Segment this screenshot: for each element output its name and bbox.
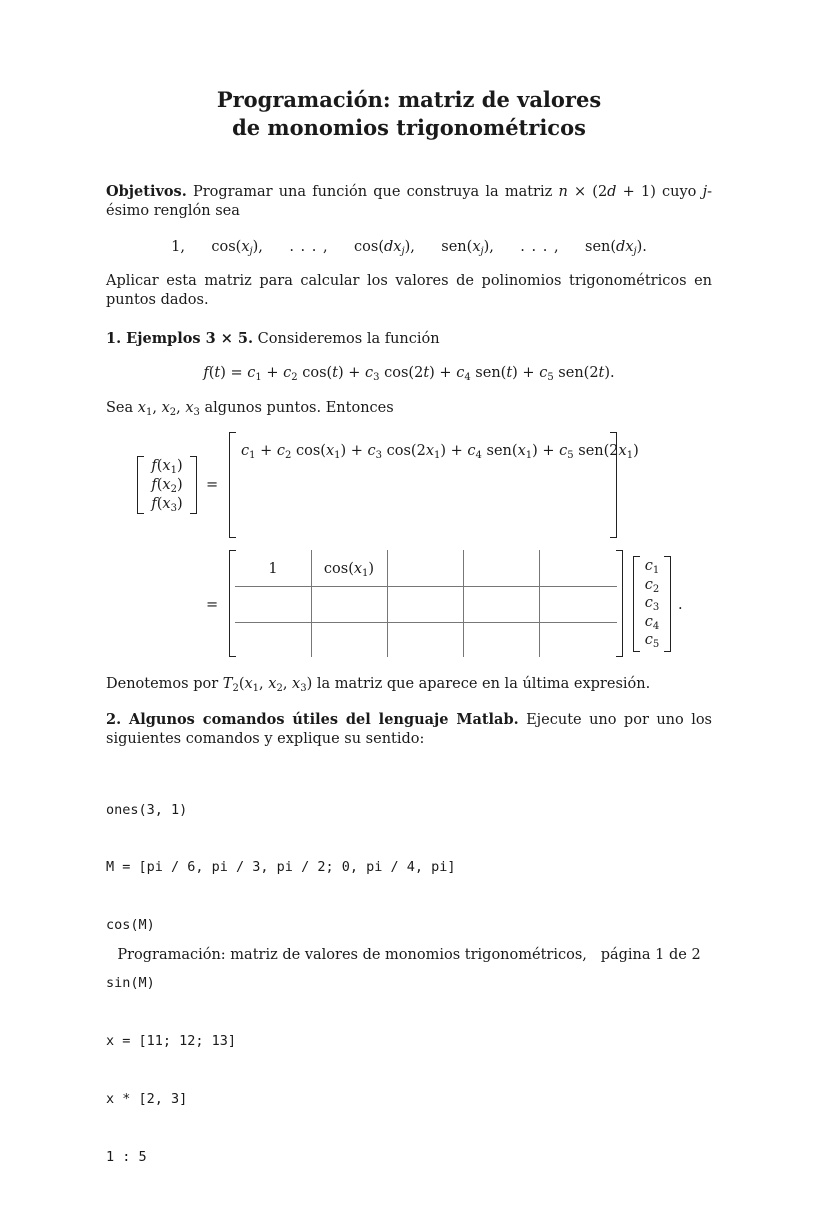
code-line: cos(M) <box>106 917 155 934</box>
footer-page-number: página 1 de 2 <box>600 947 701 963</box>
page-footer <box>106 946 712 965</box>
cell-1-1: 1 <box>268 561 278 577</box>
apply-paragraph: Aplicar esta matriz para calcular los valores de polinomios trigonométricos en puntos dados. <box>106 273 712 308</box>
equals-sign-2: = <box>206 597 219 613</box>
equation-period: . <box>678 597 683 613</box>
denote-paragraph: Denotemos por $T_2(x_1$, $x_2$, $x_3$) la matriz que aparece en la última expresión. <box>106 676 651 694</box>
section-1-heading: 1. Ejemplos 3 × 5. Consideremos la función <box>106 330 440 347</box>
function-formula: $f(t) = c_1 + c_2$ $\cos(t) + c_3$ $\cos(2t) + c_4$ $sen(t) + c_5$ sen(2t). <box>203 365 615 383</box>
c-vector: $c_1$ $c_2$ $c_3$ $c_4$ $c_5$ <box>633 556 671 652</box>
table-matrix <box>229 550 623 657</box>
document-title <box>106 86 712 142</box>
section-2-label: 2. Algunos comandos útiles del lenguaje Matlab. <box>106 711 519 728</box>
code-line: M = [pi / 6, pi / 3, pi / 2; 0, pi / 4, pi] <box>106 859 456 876</box>
code-line: 1 : 5 <box>106 1148 147 1165</box>
f-vector: $f(x_1)$ $f(x_2)$ $f(x_3)$ <box>137 456 197 514</box>
objectives-paragraph: Objetivos. Programar una función que construya la matriz n × (2d + 1) cuyo j-ésimo renglón sea <box>106 183 712 219</box>
code-line: x * [2, 3] <box>106 1091 188 1108</box>
expanded-matrix <box>229 432 639 538</box>
code-line: x = [11; 12; 13] <box>106 1033 237 1050</box>
document-page <box>106 0 712 1165</box>
footer-title: Programación: matriz de valores de monomios trigonométricos, <box>117 947 587 963</box>
section-2-paragraph: 2. Algunos comandos útiles del lenguaje Matlab. Ejecute uno por uno los siguientes comandos y explique su sentido: <box>106 711 712 747</box>
equals-sign-1: = <box>206 477 219 493</box>
section-1-label: 1. Ejemplos 3 × 5. <box>106 330 254 347</box>
row-formula: 1, $\cos(x_j)$, . . . , $\cos(dx_j)$, $sen(x_j)$, . . . , $sen(dx_j)$. <box>171 239 647 257</box>
matlab-code-block <box>106 762 456 1206</box>
objectives-label: Objetivos. <box>106 183 187 200</box>
expanded-row-1: $c_1 + c_2$ $\cos(x_1) + c_3$ $\cos(2x_1) + c_4$ $sen(x_1) + c_5$ $sen(2x_1)$ <box>241 443 639 461</box>
code-line: sin(M) <box>106 975 155 992</box>
title-line-2: de monomios trigonométricos <box>232 115 586 140</box>
title-line-1: Programación: matriz de valores <box>216 87 602 112</box>
points-paragraph: Sea $x_1$, $x_2$, $x_3$ algunos puntos. Entonces <box>106 400 394 418</box>
cell-1-2: $\cos(x_1)$ <box>323 561 375 579</box>
code-line: ones(3, 1) <box>106 801 188 818</box>
